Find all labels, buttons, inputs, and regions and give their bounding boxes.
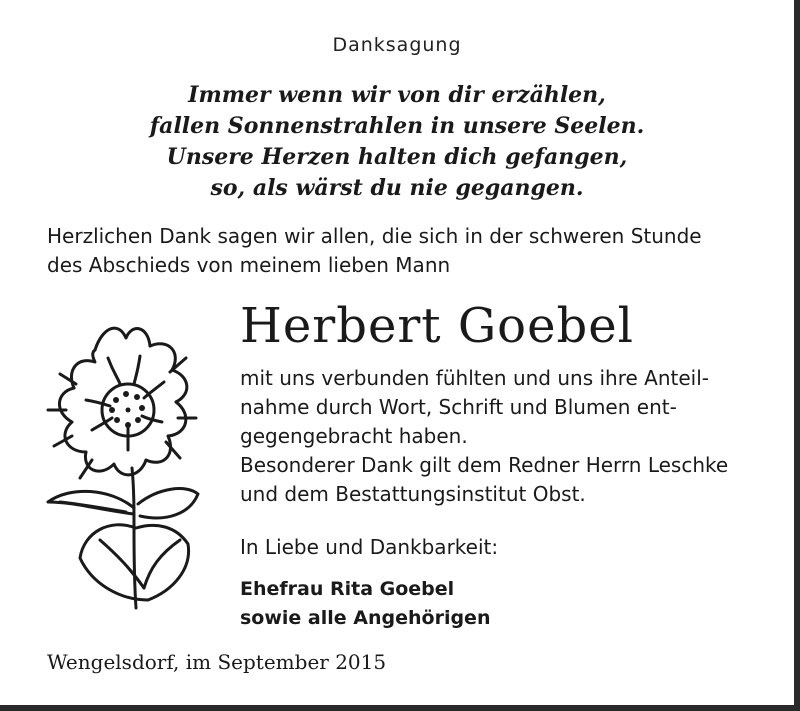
notice-heading: Danksagung xyxy=(332,34,462,56)
body-line: und dem Bestattungsinstitut Obst. xyxy=(240,482,586,506)
poem-line: Immer wenn wir von dir erzählen, xyxy=(188,82,606,108)
thanks-body xyxy=(240,364,790,509)
signature-line: Ehefrau Rita Goebel xyxy=(240,578,455,600)
intro-line: Herzlichen Dank sagen wir allen, die sich in der schweren Stunde xyxy=(47,224,702,248)
intro-line: des Abschieds von meinem lieben Mann xyxy=(47,253,451,277)
poem-line: so, als wärst du nie gegangen. xyxy=(210,175,584,201)
body-line: Besonderer Dank gilt dem Redner Herrn Leschke xyxy=(240,453,729,477)
poem-line: Unsere Herzen halten dich gefangen, xyxy=(166,144,628,170)
place-date: Wengelsdorf, im September 2015 xyxy=(47,650,387,674)
intro-text xyxy=(47,222,787,280)
deceased-name: Herbert Goebel xyxy=(240,298,634,354)
closing-phrase: In Liebe und Dankbarkeit: xyxy=(240,535,499,559)
signatures xyxy=(240,575,490,633)
body-line: gegengebracht haben. xyxy=(240,424,468,448)
poem-line: fallen Sonnenstrahlen in unsere Seelen. xyxy=(149,113,645,139)
signature-line: sowie alle Angehörigen xyxy=(240,607,491,629)
body-line: mit uns verbunden fühlten und uns ihre Anteil- xyxy=(240,366,709,390)
poem-verse xyxy=(0,80,794,204)
sunflower-icon xyxy=(40,318,200,618)
body-line: nahme durch Wort, Schrift und Blumen ent- xyxy=(240,395,677,419)
